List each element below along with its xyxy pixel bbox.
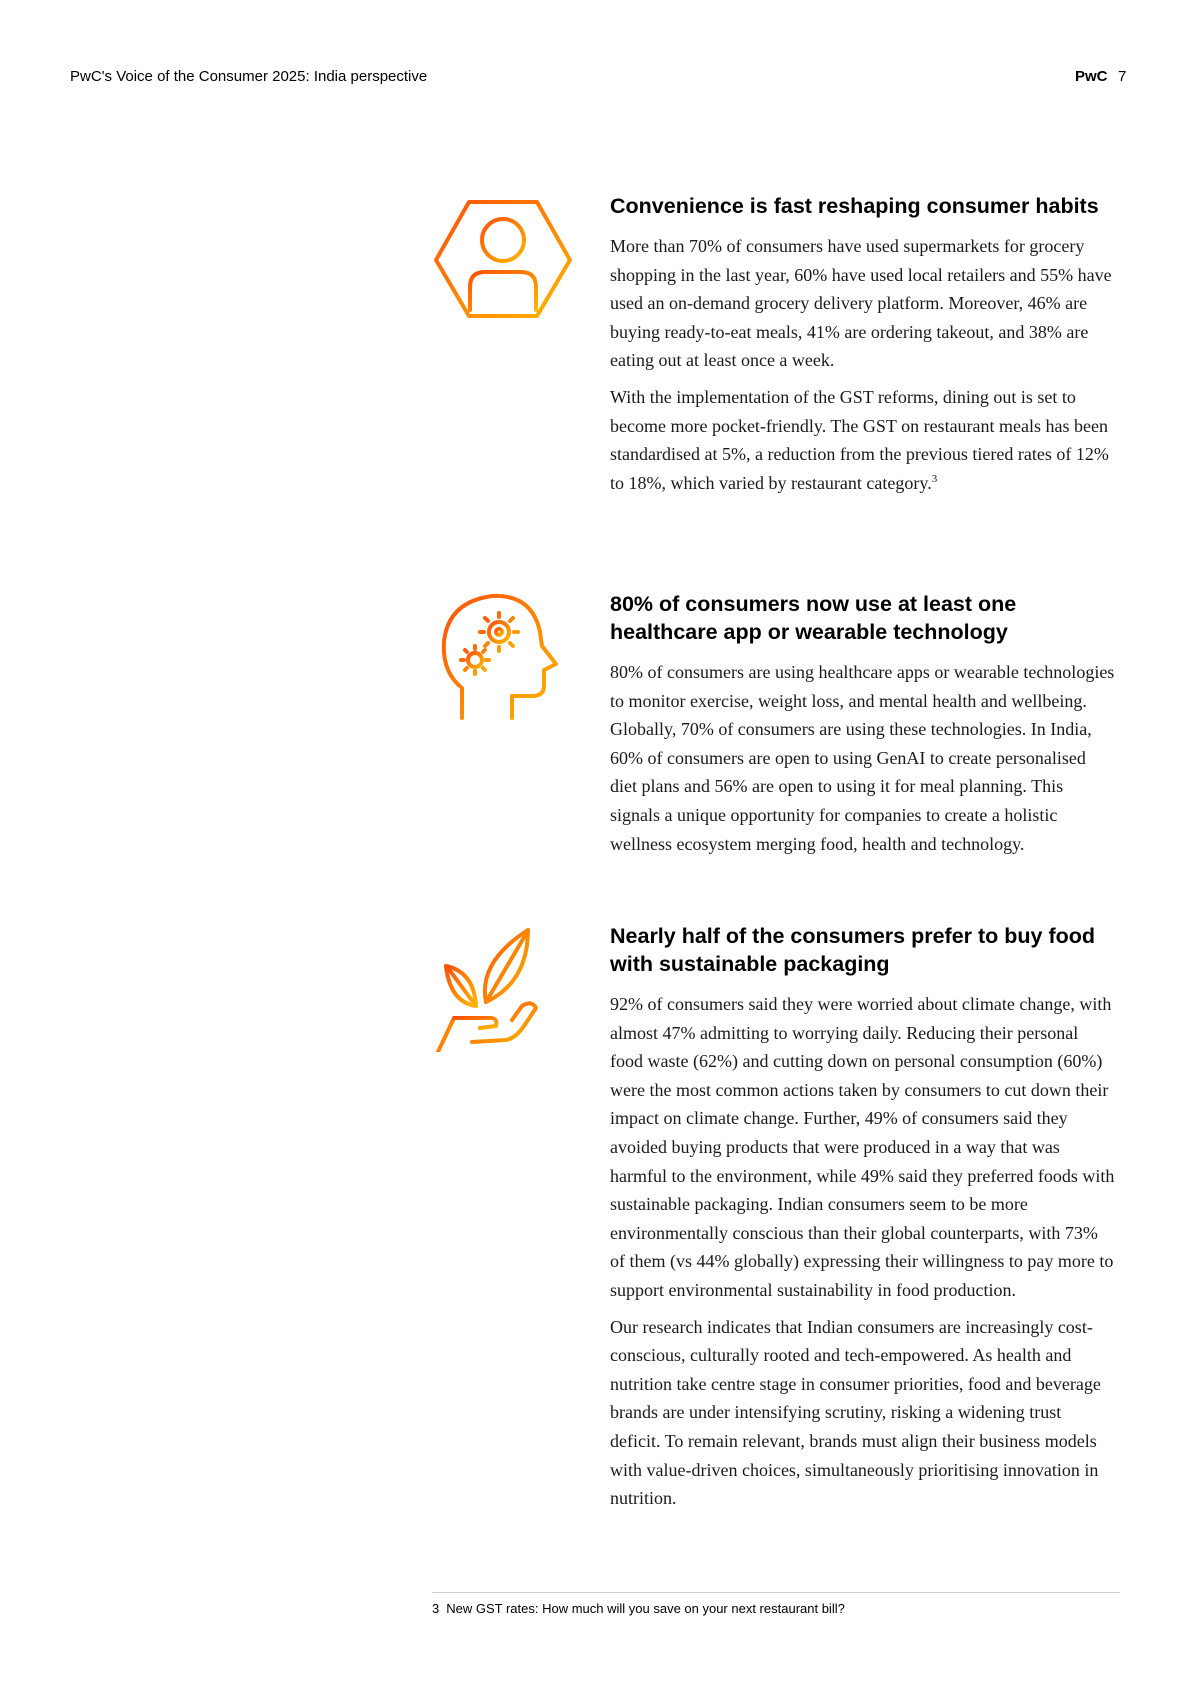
footnote-number: 3 [432, 1601, 440, 1616]
section-paragraph: 80% of consumers are using healthcare apps or wearable technologies to monitor exercise, weight loss, and mental health and wellbeing. Globally, 70% of consumers are using these technologies. In India, 60% of consumers are open to using GenAI to create personalised diet plans and 56% are open to using it for meal planning. This signals a unique opportunity for companies to create a holistic wellness ecosystem merging food, health and technology. [610, 662, 1115, 854]
section-heading: Convenience is fast reshaping consumer habits [610, 194, 1099, 218]
section-content [610, 192, 1115, 505]
document-title: PwC's Voice of the Consumer 2025: India perspective [70, 68, 428, 85]
section-paragraph [610, 383, 1115, 497]
paragraph-text: With the implementation of the GST reforms, dining out is set to become more pocket-friendly. The GST on restaurant meals has been standardised at 5%, a reduction from the previous tiered rates of 12% to 18%, which varied by restaurant category. [610, 386, 1109, 493]
person-hexagon-icon [432, 192, 572, 322]
footnote-reference[interactable]: 3 [931, 472, 938, 485]
hand-leaves-icon [432, 922, 572, 1052]
section-paragraph: 92% of consumers said they were worried about climate change, with almost 47% admitting to worrying daily. Reducing their personal food waste (62%) and cutting down on personal consumption (60%) were the most common actions taken by consumers to cut down their impact on climate change. Further, 49% of consumers said they avoided buying products that were produced in a way that was harmful to the environment, while 49% said they preferred foods with sustainable packaging. Indian consumers seem to be more environmentally conscious than their global counterparts, with 73% of them (vs 44% globally) expressing their willingness to pay more to support environmental sustainability in food production. [610, 994, 1115, 1300]
head-gears-icon [432, 590, 572, 720]
section-heading: 80% of consumers now use at least one healthcare app or wearable technology [610, 592, 1017, 644]
page-header [70, 68, 1128, 88]
brand-name: PwC [1075, 68, 1108, 85]
footnote-text[interactable]: New GST rates: How much will you save on your next restaurant bill? [446, 1601, 845, 1616]
section-content [610, 922, 1115, 1521]
page-number: 7 [1118, 68, 1127, 85]
section-heading: Nearly half of the consumers prefer to buy food with sustainable packaging [610, 924, 1096, 976]
footnote [432, 1601, 845, 1616]
footnote-divider [432, 1592, 1120, 1593]
section-paragraph: Our research indicates that Indian consumers are increasingly cost-conscious, culturally rooted and tech-empowered. As health and nutrition take centre stage in consumer priorities, food and beverage brands are under intensifying scrutiny, risking a widening trust deficit. To remain relevant, brands must align their business models with value-driven choices, simultaneously prioritising innovation in nutrition. [610, 1316, 1101, 1509]
section-paragraph: More than 70% of consumers have used supermarkets for grocery shopping in the last year, 60% have used local retailers and 55% have used an on-demand grocery delivery platform. Moreover, 46% are buying ready-to-eat meals, 41% are ordering takeout, and 38% are eating out at least once a week. [610, 236, 1112, 371]
section-content [610, 590, 1115, 866]
